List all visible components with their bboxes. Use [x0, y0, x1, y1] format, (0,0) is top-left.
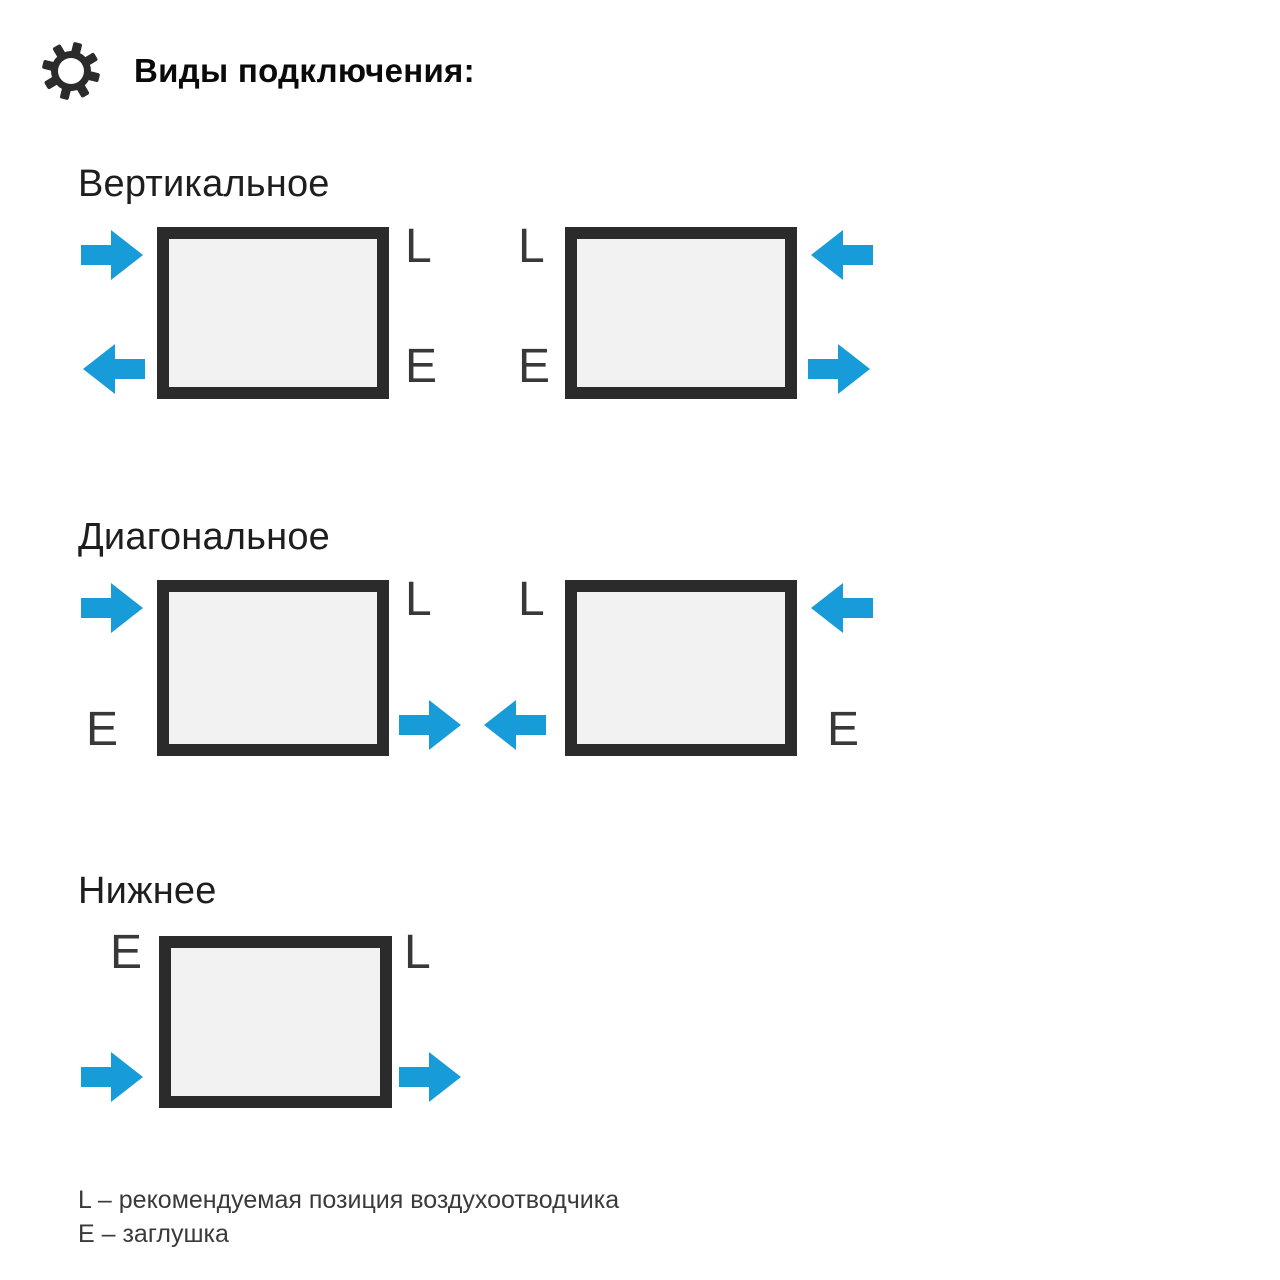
port-label-E: E: [405, 340, 438, 393]
radiator-box: [159, 936, 392, 1108]
port-label-L: L: [405, 573, 432, 626]
flow-arrow-left-icon: [484, 699, 546, 751]
flow-arrow-left-icon: [811, 229, 873, 281]
legend-line-L: L – рекомендуемая позиция воздухоотводчика: [78, 1186, 620, 1214]
flow-arrow-right-icon: [81, 582, 143, 634]
flow-arrow-right-icon: [81, 1051, 143, 1103]
flow-arrow-right-icon: [81, 229, 143, 281]
section-title-bottom: Нижнее: [78, 870, 217, 912]
radiator-box: [565, 227, 797, 399]
port-label-L: L: [518, 573, 545, 626]
section-title-diagonal: Диагональное: [78, 516, 330, 558]
radiator-box: [565, 580, 797, 756]
section-title-vertical: Вертикальное: [78, 163, 330, 205]
flow-arrow-right-icon: [399, 1051, 461, 1103]
legend: [78, 1183, 619, 1251]
gear-icon: [40, 42, 102, 100]
port-label-L: L: [404, 926, 431, 979]
port-label-L: L: [405, 220, 432, 273]
port-label-E: E: [110, 926, 143, 979]
legend-line-E: E – заглушка: [78, 1220, 229, 1248]
port-label-E: E: [827, 703, 860, 756]
radiator-box: [157, 580, 389, 756]
flow-arrow-left-icon: [811, 582, 873, 634]
port-label-E: E: [518, 340, 551, 393]
page-title: Виды подключения:: [134, 52, 475, 89]
flow-arrow-left-icon: [83, 343, 145, 395]
port-label-E: E: [86, 703, 119, 756]
radiator-box: [157, 227, 389, 399]
port-label-L: L: [518, 220, 545, 273]
flow-arrow-right-icon: [808, 343, 870, 395]
flow-arrow-right-icon: [399, 699, 461, 751]
